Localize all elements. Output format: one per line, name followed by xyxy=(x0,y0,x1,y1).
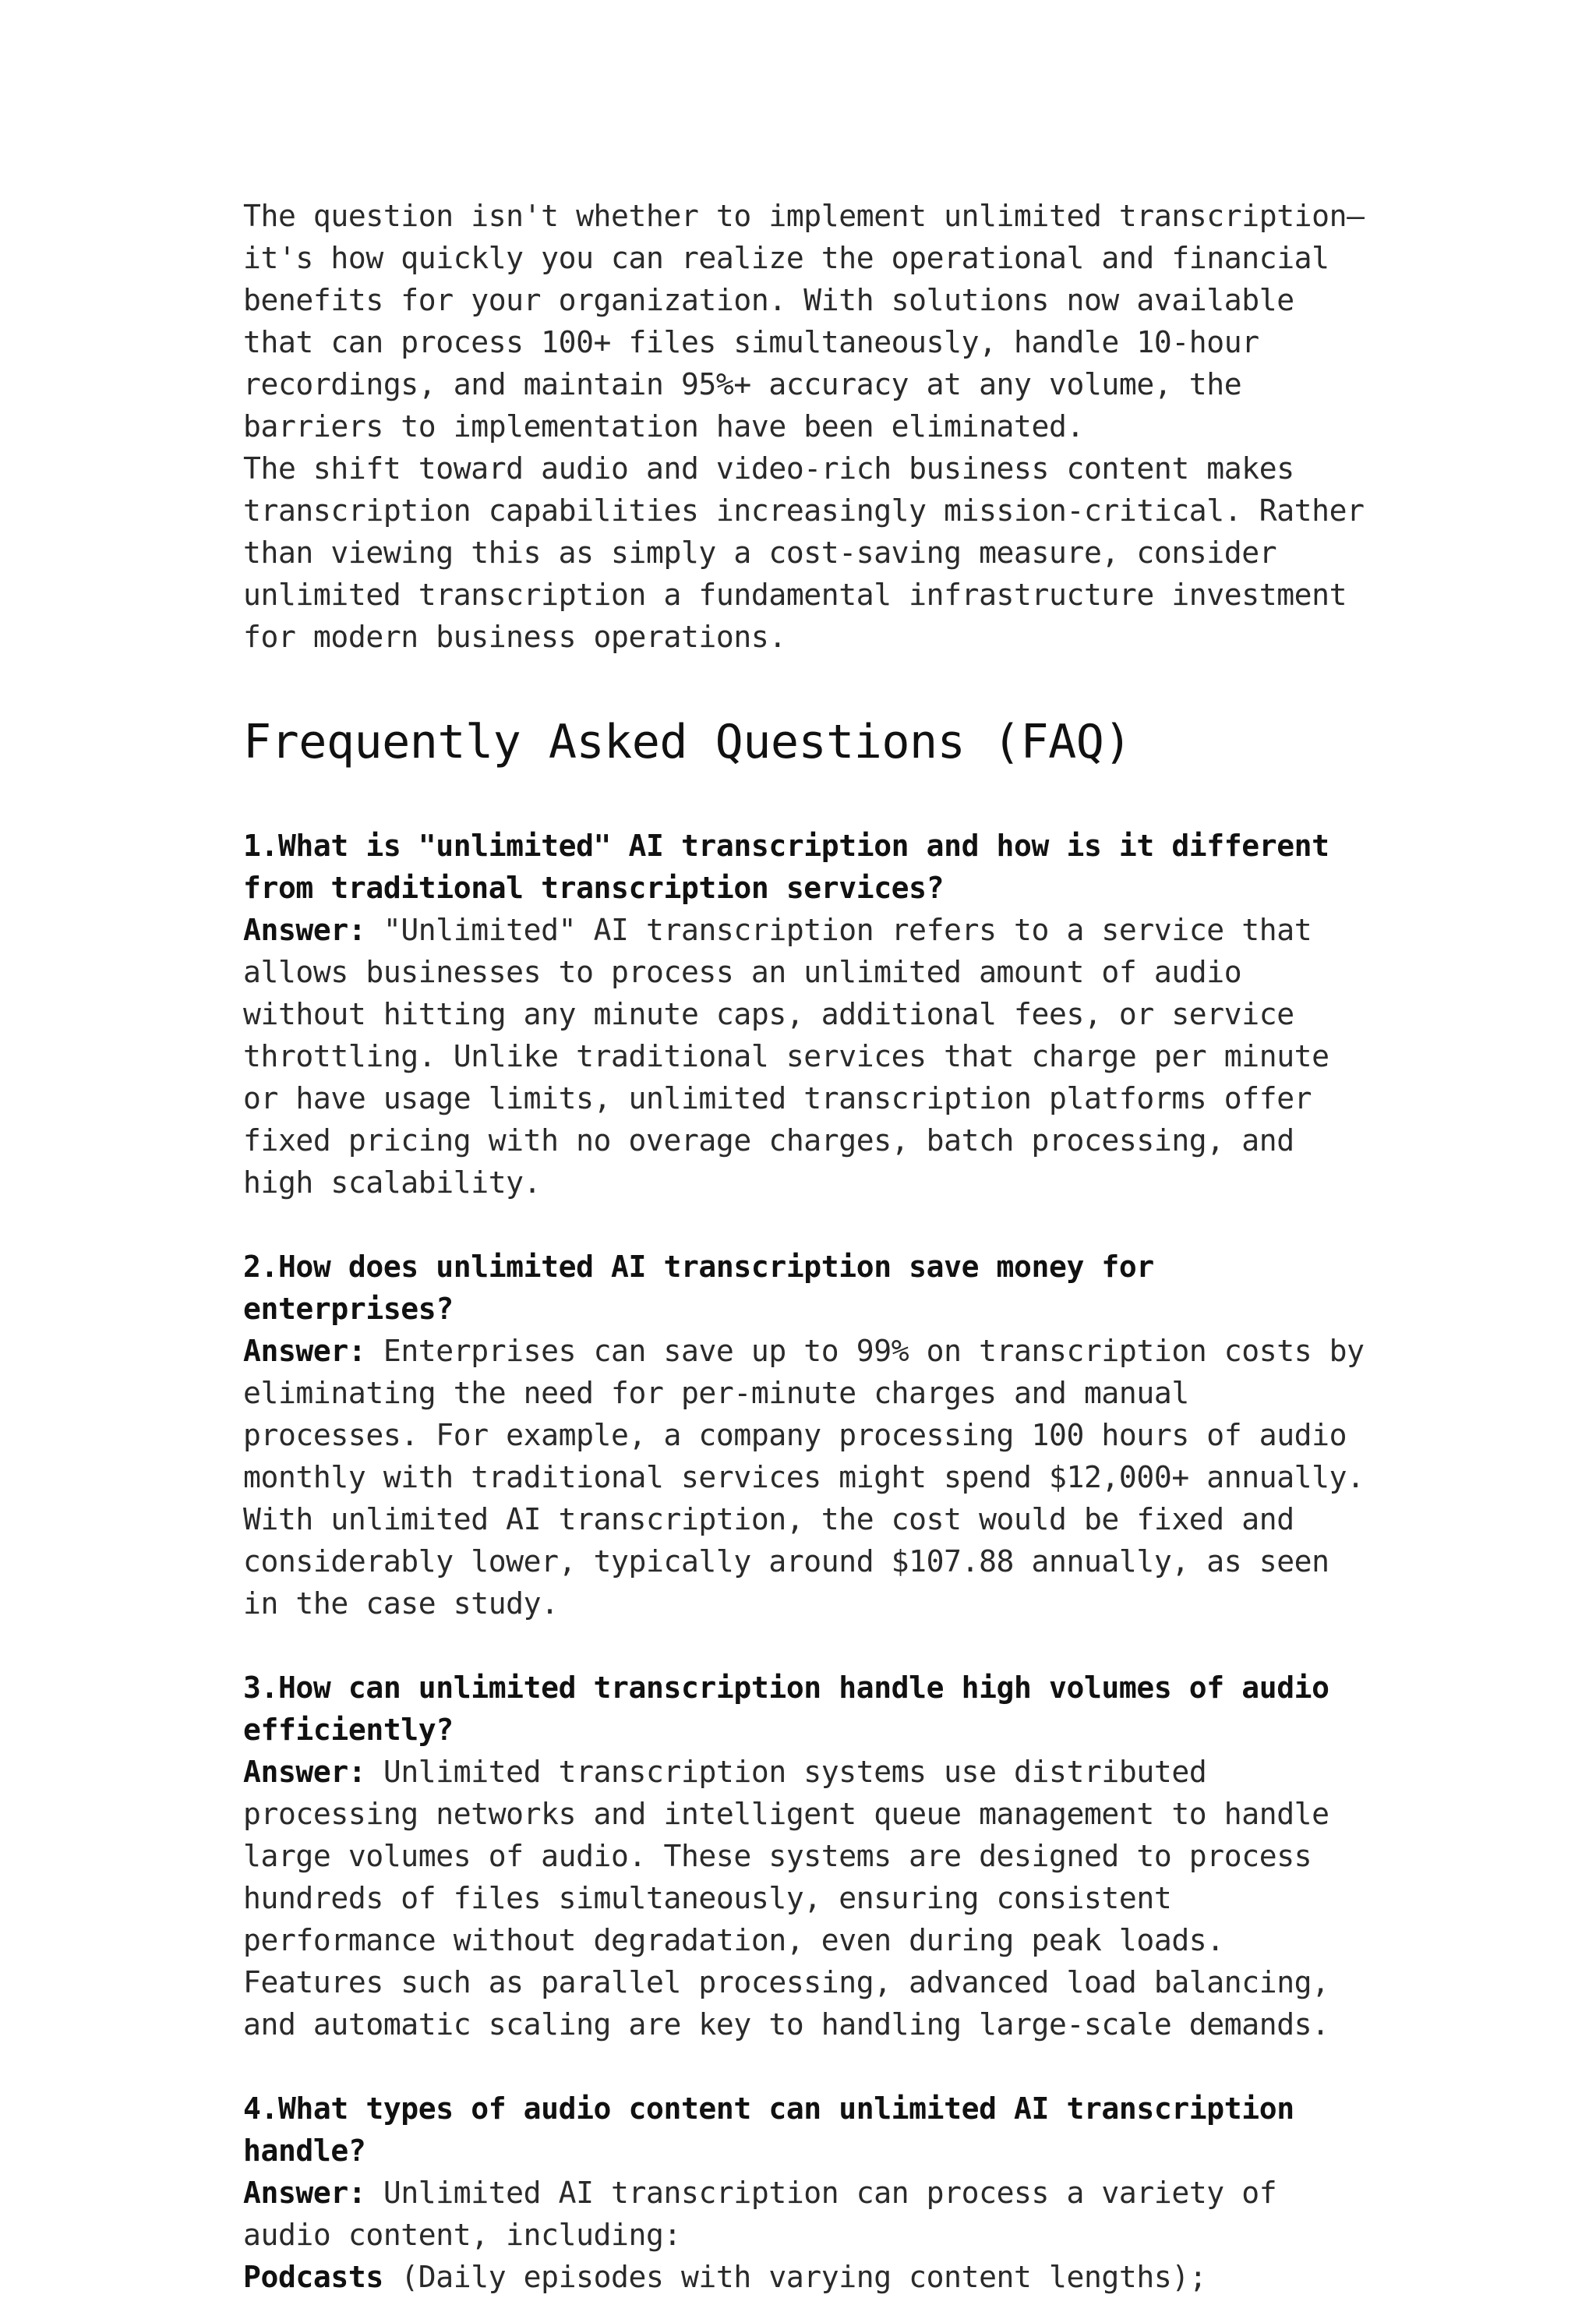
faq-question: 2.How does unlimited AI transcription save money for enterprises? xyxy=(243,1250,1154,1326)
faq-item-4 xyxy=(243,2088,1381,2298)
answer-text: "Unlimited" AI transcription refers to a service that allows businesses to process an unlimited amount of audio without hitting any minute caps, additional fees, or service throttling. Unlike traditional services that charge per minute or have usage limits, unlimited transcription platforms offer fixed pricing with no overage charges, batch processing, and high scalability. xyxy=(243,913,1329,1200)
faq-item-1 xyxy=(243,825,1381,1204)
intro-paragraph-1: The question isn't whether to implement unlimited transcription—it's how quickly you can realize the operational and financial benefits for your organization. With solutions now available that can process 100+ files simultaneously, handle 10-hour recordings, and maintain 95%+ accuracy at any volume, the barriers to implementation have been eliminated. xyxy=(243,199,1365,444)
answer-label: Answer: xyxy=(243,1334,366,1368)
answer-label: Answer: xyxy=(243,913,366,947)
answer-label: Answer: xyxy=(243,1755,366,1789)
answer-label: Answer: xyxy=(243,2176,366,2210)
faq-answer xyxy=(243,1751,1381,2045)
faq-question: 4.What types of audio content can unlimited AI transcription handle? xyxy=(243,2091,1294,2168)
intro-paragraph-2: The shift toward audio and video-rich business content makes transcription capabilities increasingly mission-critical. Rather than viewing this as simply a cost-saving measure, consider unlimited transcription a fundamental infrastructure investment for modern business operations. xyxy=(243,451,1365,654)
faq-item-2 xyxy=(243,1246,1381,1625)
faq-answer xyxy=(243,1330,1381,1625)
faq-answer xyxy=(243,909,1381,1204)
content-type-list-item xyxy=(243,2256,1381,2298)
faq-answer xyxy=(243,2172,1381,2256)
document-page xyxy=(243,195,1381,2298)
answer-text: Enterprises can save up to 99% on transcription costs by eliminating the need for per-minute charges and manual processes. For example, a company processing 100 hours of audio monthly with traditional services might spend $12,000+ annually. With unlimited AI transcription, the cost would be fixed and considerably lower, typically around $107.88 annually, as seen in the case study. xyxy=(243,1334,1365,1621)
content-type-term: Podcasts xyxy=(243,2260,383,2294)
faq-question: 1.What is "unlimited" AI transcription and how is it different from traditional transcription services? xyxy=(243,829,1329,905)
faq-heading: Frequently Asked Questions (FAQ) xyxy=(243,715,1132,769)
content-type-description: (Daily episodes with varying content lengths); xyxy=(383,2260,1207,2294)
answer-text: Unlimited transcription systems use distributed processing networks and intelligent queue management to handle large volumes of audio. These systems are designed to process hundreds of files simultaneously, ensuring consistent performance without degradation, even during peak loads. Features such as parallel processing, advanced load balancing, and automatic scaling are key to handling large-scale demands. xyxy=(243,1755,1329,2042)
answer-text: Unlimited AI transcription can process a variety of audio content, including: xyxy=(243,2176,1277,2252)
faq-item-3 xyxy=(243,1667,1381,2045)
faq-question: 3.How can unlimited transcription handle high volumes of audio efficiently? xyxy=(243,1670,1329,1747)
